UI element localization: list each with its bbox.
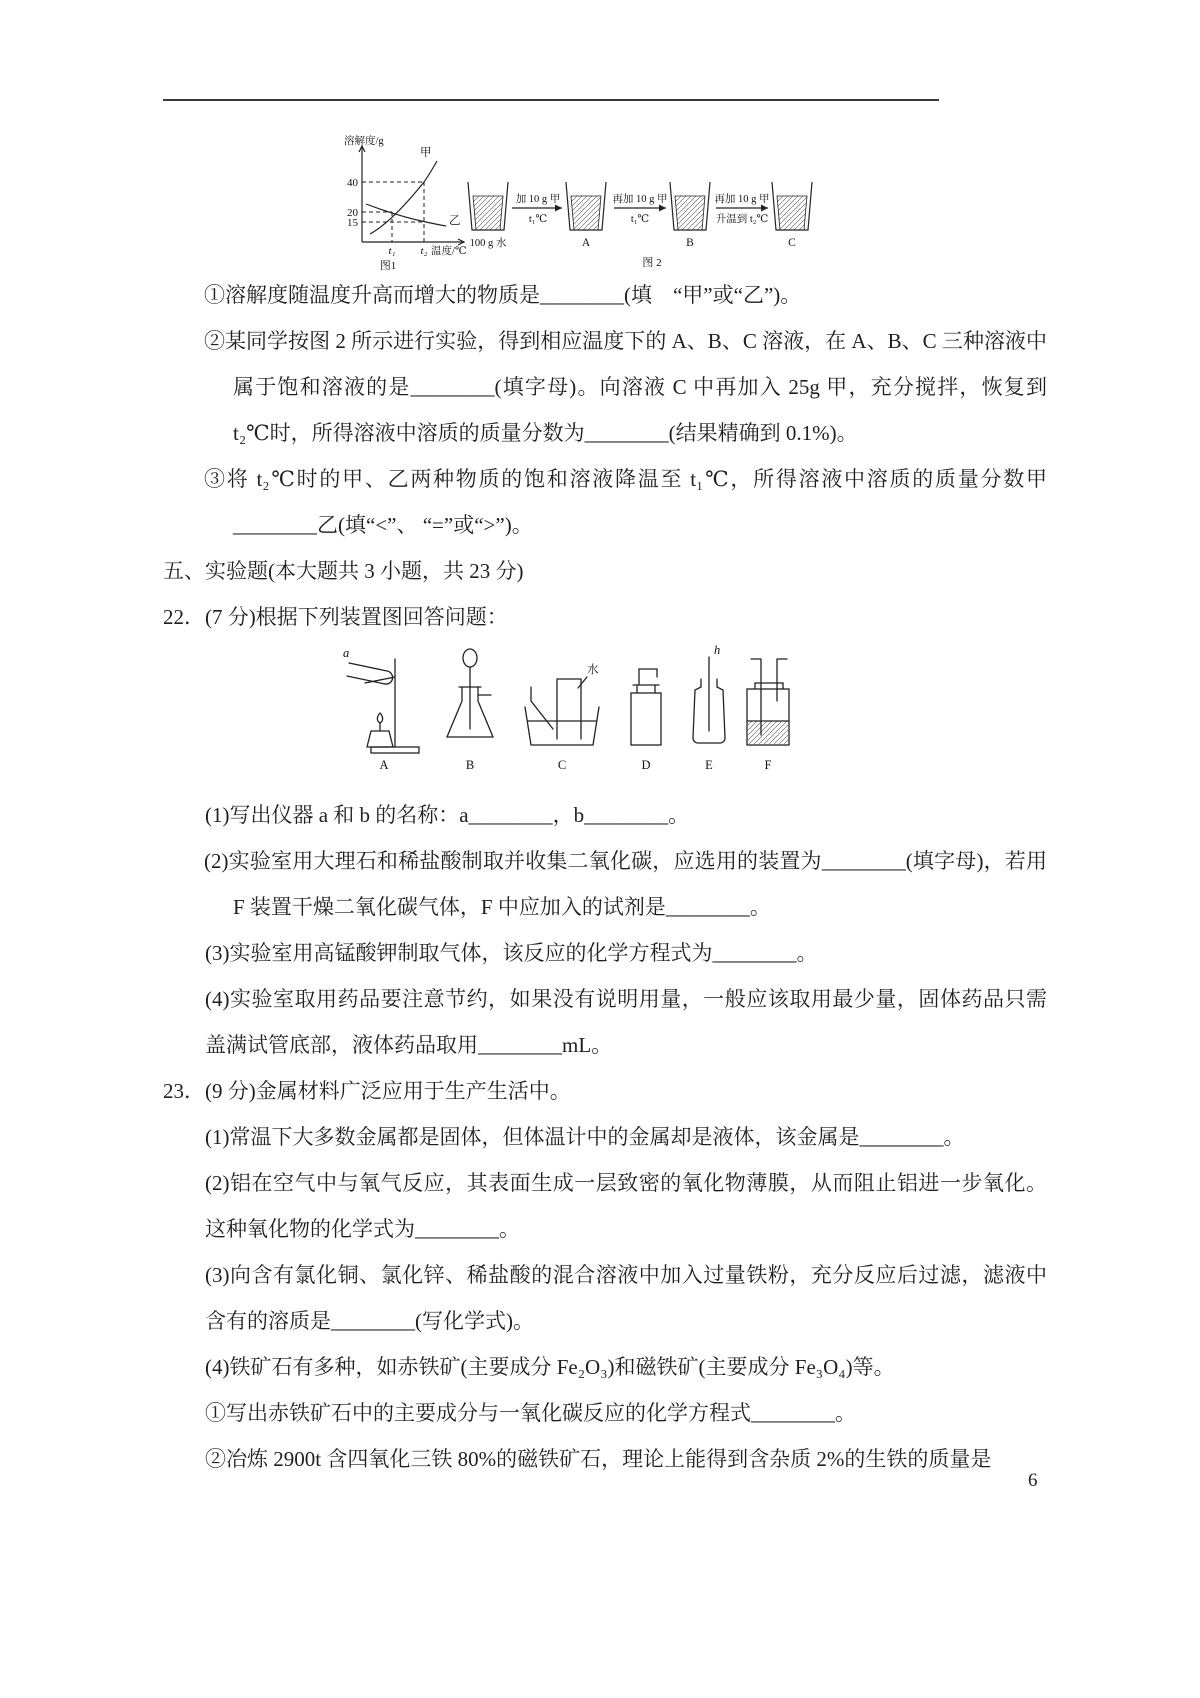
- q23-item-2: (2)铝在空气中与氧气反应，其表面生成一层致密的氧化物薄膜，从而阻止铝进一步氧化。这种氧化物的化学式为________。: [205, 1171, 1047, 1241]
- wash-bottle-liquid: [748, 721, 788, 744]
- step1-label-bottom: t₁℃: [528, 214, 548, 225]
- stand-base: [371, 747, 419, 753]
- q22-item-4: (4)实验室取用药品要注意节约，如果没有说明用量，一般应该取用最少量，固体药品只需盖满试管底部，液体药品取用________mL。: [205, 987, 1047, 1057]
- q23-item-4: (4)铁矿石有多种，如赤铁矿(主要成分 Fe₂O₃)和磁铁矿(主要成分 Fe₃O₄)等。: [205, 1355, 895, 1379]
- step3-label-top: 再加 10 g 甲: [714, 194, 770, 205]
- apparatus-label-F: F: [764, 758, 772, 772]
- gas-bottle: [631, 693, 661, 745]
- apparatus-label-B: B: [465, 758, 475, 772]
- q22-item-3: (3)实验室用高锰酸钾制取气体，该反应的化学方程式为________。: [205, 941, 818, 965]
- bent-tube: [639, 669, 657, 685]
- fig1-tick-t2: t₂: [420, 245, 428, 257]
- q23-item-4-sub-2: ②冶炼 2900t 含四氧化三铁 80%的磁铁矿石，理论上能得到含杂质 2%的生铁的质量是: [205, 1447, 992, 1471]
- beaker-C-label: C: [788, 237, 796, 249]
- figure-1-solubility-graph: [330, 134, 478, 276]
- fig1-tick-20: 20: [347, 207, 358, 219]
- apparatus-label-h: h: [714, 643, 721, 657]
- beaker-B: [670, 182, 710, 230]
- q22-item-1: (1)写出仪器 a 和 b 的名称：a________，b________。: [205, 803, 690, 827]
- header-rule: [163, 99, 939, 101]
- step2-label-top: 再加 10 g 甲: [612, 194, 668, 205]
- beaker-B-label: B: [686, 237, 694, 249]
- test-tube: [347, 663, 393, 684]
- beaker-C: [772, 182, 812, 230]
- apparatus-label-C: C: [557, 758, 567, 772]
- thistle-funnel-bulb: [463, 649, 477, 667]
- fig1-y-axis-label: 溶解度/g: [344, 136, 384, 147]
- section-5-heading: 五、实验题(本大题共 3 小题，共 23 分): [163, 559, 524, 583]
- apparatus-label-E: E: [705, 758, 713, 772]
- q23-stem: 23．(9 分)金属材料广泛应用于生产生活中。: [163, 1079, 571, 1103]
- beaker-A: [566, 182, 606, 230]
- q23-item-3: (3)向含有氯化铜、氯化锌、稀盐酸的混合溶液中加入过量铁粉，充分反应后过滤，滤液中含有的溶质是________(写化学式)。: [205, 1263, 1047, 1333]
- apparatus-label-D: D: [641, 758, 651, 772]
- q21-item-1: ①溶解度随温度升高而增大的物质是________(填 “甲”或“乙”)。: [204, 283, 802, 307]
- apparatus-diagram-svg: [335, 643, 805, 783]
- fig1-tick-15: 15: [347, 217, 358, 229]
- step3-label-bottom: 升温到 t₂℃: [715, 214, 769, 225]
- beaker-water: [468, 182, 508, 230]
- wash-outlet-tube: [777, 659, 787, 701]
- figure-22-apparatus: [335, 643, 1047, 789]
- q21-item-2: ②某同学按图 2 所示进行实验，得到相应温度下的 A、B、C 溶液，在 A、B、C 三种溶液中属于饱和溶液的是________(填字母)。向溶液 C 中再加入 25g 甲，充分搅拌，恢复到 t₂℃时，所得溶液中溶质的质量分数为________(结果精确到 0.1%)。: [204, 329, 1047, 445]
- fig1-tick-t1: t₁: [388, 245, 396, 257]
- fig2-caption: 图 2: [642, 257, 662, 269]
- q22-stem: 22．(7 分)根据下列装置图回答问题：: [163, 605, 508, 629]
- figure-2-beakers-diagram: [466, 180, 816, 274]
- curve-jia: [370, 161, 437, 234]
- fig1-caption: 图1: [379, 260, 397, 272]
- delivery-tube: [531, 687, 553, 729]
- beaker-A-label: A: [581, 237, 591, 249]
- q22-item-2: (2)实验室用大理石和稀盐酸制取并收集二氧化碳，应选用的装置为________(填字母)，若用 F 装置干燥二氧化碳气体，F 中应加入的试剂是________。: [204, 849, 1047, 919]
- fig1-x-axis-label: 温度/℃: [431, 246, 467, 257]
- q23-item-1: (1)常温下大多数金属都是固体，但体温计中的金属却是液体，该金属是________。: [205, 1125, 965, 1149]
- flame: [377, 713, 382, 723]
- fig1-tick-40: 40: [347, 177, 358, 189]
- q21-item-3: ③将 t₂℃时的甲、乙两种物质的饱和溶液降温至 t₁℃，所得溶液中溶质的质量分数甲________乙(填“<”、 “=”或“>”)。: [204, 467, 1047, 537]
- apparatus-label-a: a: [343, 646, 350, 660]
- alcohol-lamp: [367, 731, 393, 747]
- wash-stopper: [755, 683, 783, 689]
- step2-label-bottom: t₁℃: [630, 214, 650, 225]
- apparatus-water-label: 水: [587, 664, 599, 676]
- step1-label-top: 加 10 g 甲: [515, 194, 561, 205]
- curve-yi: [366, 204, 446, 226]
- water-trough: [525, 707, 599, 745]
- q23-item-4-sub-1: ①写出赤铁矿石中的主要成分与一氧化碳反应的化学方程式________。: [205, 1401, 856, 1425]
- apparatus-label-A: A: [379, 758, 389, 772]
- fig1-curve-yi-label: 乙: [449, 215, 461, 227]
- beaker-water-label: 100 g 水: [469, 238, 507, 249]
- fig1-curve-jia-label: 甲: [420, 147, 432, 159]
- document-body: [163, 272, 1047, 1482]
- page-number: 6: [1028, 1470, 1038, 1491]
